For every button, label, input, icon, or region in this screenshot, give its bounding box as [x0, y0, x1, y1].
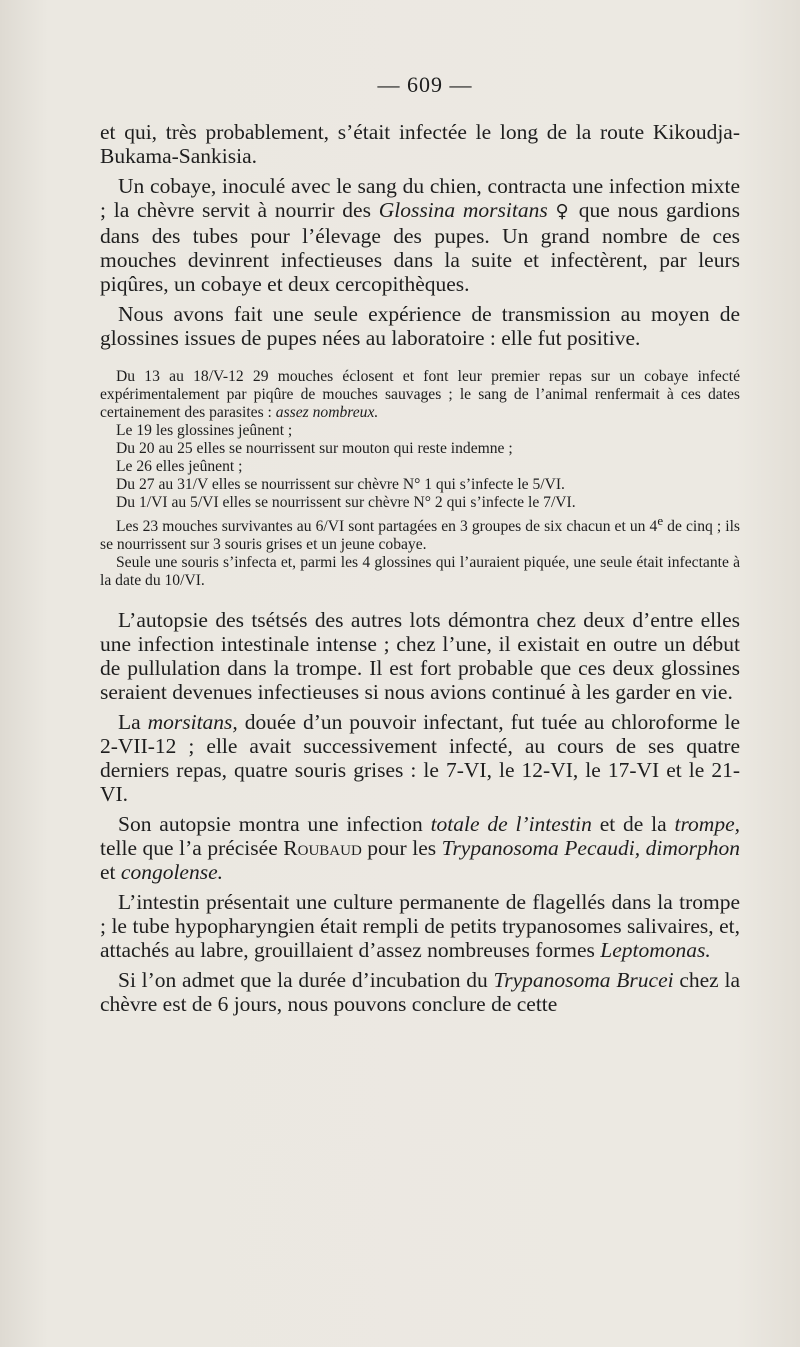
- text-run: chez la chèvre est de 6 jours, nous pouvons conclure de cette: [100, 968, 740, 1017]
- superscript: e: [657, 513, 664, 528]
- paragraph-2: [100, 174, 740, 296]
- note-7: [100, 512, 740, 554]
- italic-run: Glossina morsitans: [378, 198, 548, 222]
- experiment-notes: [100, 368, 740, 590]
- paragraph-8: [100, 968, 740, 1016]
- paragraph-4: [100, 608, 740, 704]
- italic-run: Leptomonas.: [600, 938, 711, 963]
- note-5: Du 27 au 31/V elles se nourrissent sur chèvre N° 1 qui s’infecte le 5/VI.: [116, 476, 565, 493]
- text-run: La: [118, 710, 148, 735]
- text-run: que nous gardions dans des tubes pour l’élevage des pupes. Un grand nombre de ces mouches devinrent infectieuses dans la suite et infectèrent, par leurs piqûres, un cobaye et deux cercopithèques.: [100, 198, 740, 296]
- italic-run: morsitans,: [147, 710, 238, 735]
- italic-run: Trypanosoma Pecaudi, dimorphon: [441, 836, 740, 861]
- note-8: Seule une souris s’infecta et, parmi les 4 glossines qui l’auraient piquée, une seule était infectante à la date du 10/VI.: [100, 554, 740, 590]
- note-6: Du 1/VI au 5/VI elles se nourrissent sur chèvre N° 2 qui s’infecte le 7/VI.: [116, 494, 576, 511]
- italic-run: Trypanosoma Brucei: [493, 968, 674, 993]
- text-run: Nous avons fait une seule expérience de transmission au moyen de glossines issues de pupes nées au laboratoire : elle fut positive.: [100, 302, 740, 350]
- text-run: Si l’on admet que la durée d’incubation du: [118, 968, 494, 993]
- italic-run: congolense.: [120, 860, 223, 885]
- text-run: Un cobaye, inoculé avec le sang du chien, contracta une infection mixte ; la chèvre servit à nourrir des: [100, 174, 740, 222]
- paragraph-6: [100, 812, 740, 884]
- italic-run: totale de l’intestin: [430, 812, 592, 837]
- note-1: [100, 368, 740, 422]
- text-run: et de la: [591, 812, 675, 837]
- text-run: douée d’un pouvoir infectant, fut tuée au chloroforme le 2-VII-12 ; elle avait successivement infecté, au cours de ses quatre derniers repas, quatre souris grises : le 7-VI, le 12-VI, le 17-VI et le 21-VI.: [100, 710, 740, 807]
- paragraph-7: [100, 890, 740, 962]
- paragraph-3: [100, 302, 740, 350]
- page-number: — 609 —: [377, 72, 473, 97]
- text-run: L’intestin présentait une culture permanente de flagellés dans la trompe ; le tube hypopharyngien était rempli de petits trypanosomes salivaires, et, attachés au labre, grouillaient d’assez nombreuses formes: [100, 890, 740, 963]
- text-run: telle que l’a précisée: [100, 836, 284, 861]
- text-run: et: [100, 860, 121, 885]
- text-run: L’autopsie des tsétsés des autres lots démontra chez deux d’entre elles une infection intestinale intense ; chez l’une, il existait en outre un début de pullulation dans la trompe. Il est fort probable que ces deux glossines seraient devenues infectieuses si nous avions continué à les garder en vie.: [100, 608, 740, 705]
- text-run: Du 13 au 18/V-12 29 mouches éclosent et font leur premier repas sur un cobaye infecté expérimentalement par piqûre de mouches sauvages ; le sang de l’animal renfermait à ces dates certainement des parasites :: [100, 368, 740, 421]
- italic-run: trompe,: [674, 812, 741, 837]
- text-run: de cinq ; ils se nourrissent sur 3 souris grises et un jeune cobaye.: [100, 518, 740, 554]
- note-3: Du 20 au 25 elles se nourrissent sur mouton qui reste indemne ;: [116, 440, 513, 457]
- paragraph-5: [100, 710, 740, 806]
- italic-run: assez nombreux.: [275, 404, 379, 421]
- note-2: Le 19 les glossines jeûnent ;: [116, 422, 293, 439]
- text-run: Son autopsie montra une infection: [118, 812, 431, 837]
- note-4: Le 26 elles jeûnent ;: [116, 458, 243, 475]
- paragraph-1: [100, 120, 740, 168]
- text-run: et qui, très probablement, s’était infectée le long de la route Kikoudja-Bukama-Sankisia.: [100, 120, 740, 168]
- author-name: Roubaud: [283, 836, 362, 861]
- body-text: [100, 120, 740, 1022]
- text-run: Les 23 mouches survivantes au 6/VI sont partagées en 3 groupes de six chacun et un 4: [116, 518, 658, 536]
- text-run: pour les: [361, 836, 442, 861]
- female-symbol: ♀: [555, 201, 572, 222]
